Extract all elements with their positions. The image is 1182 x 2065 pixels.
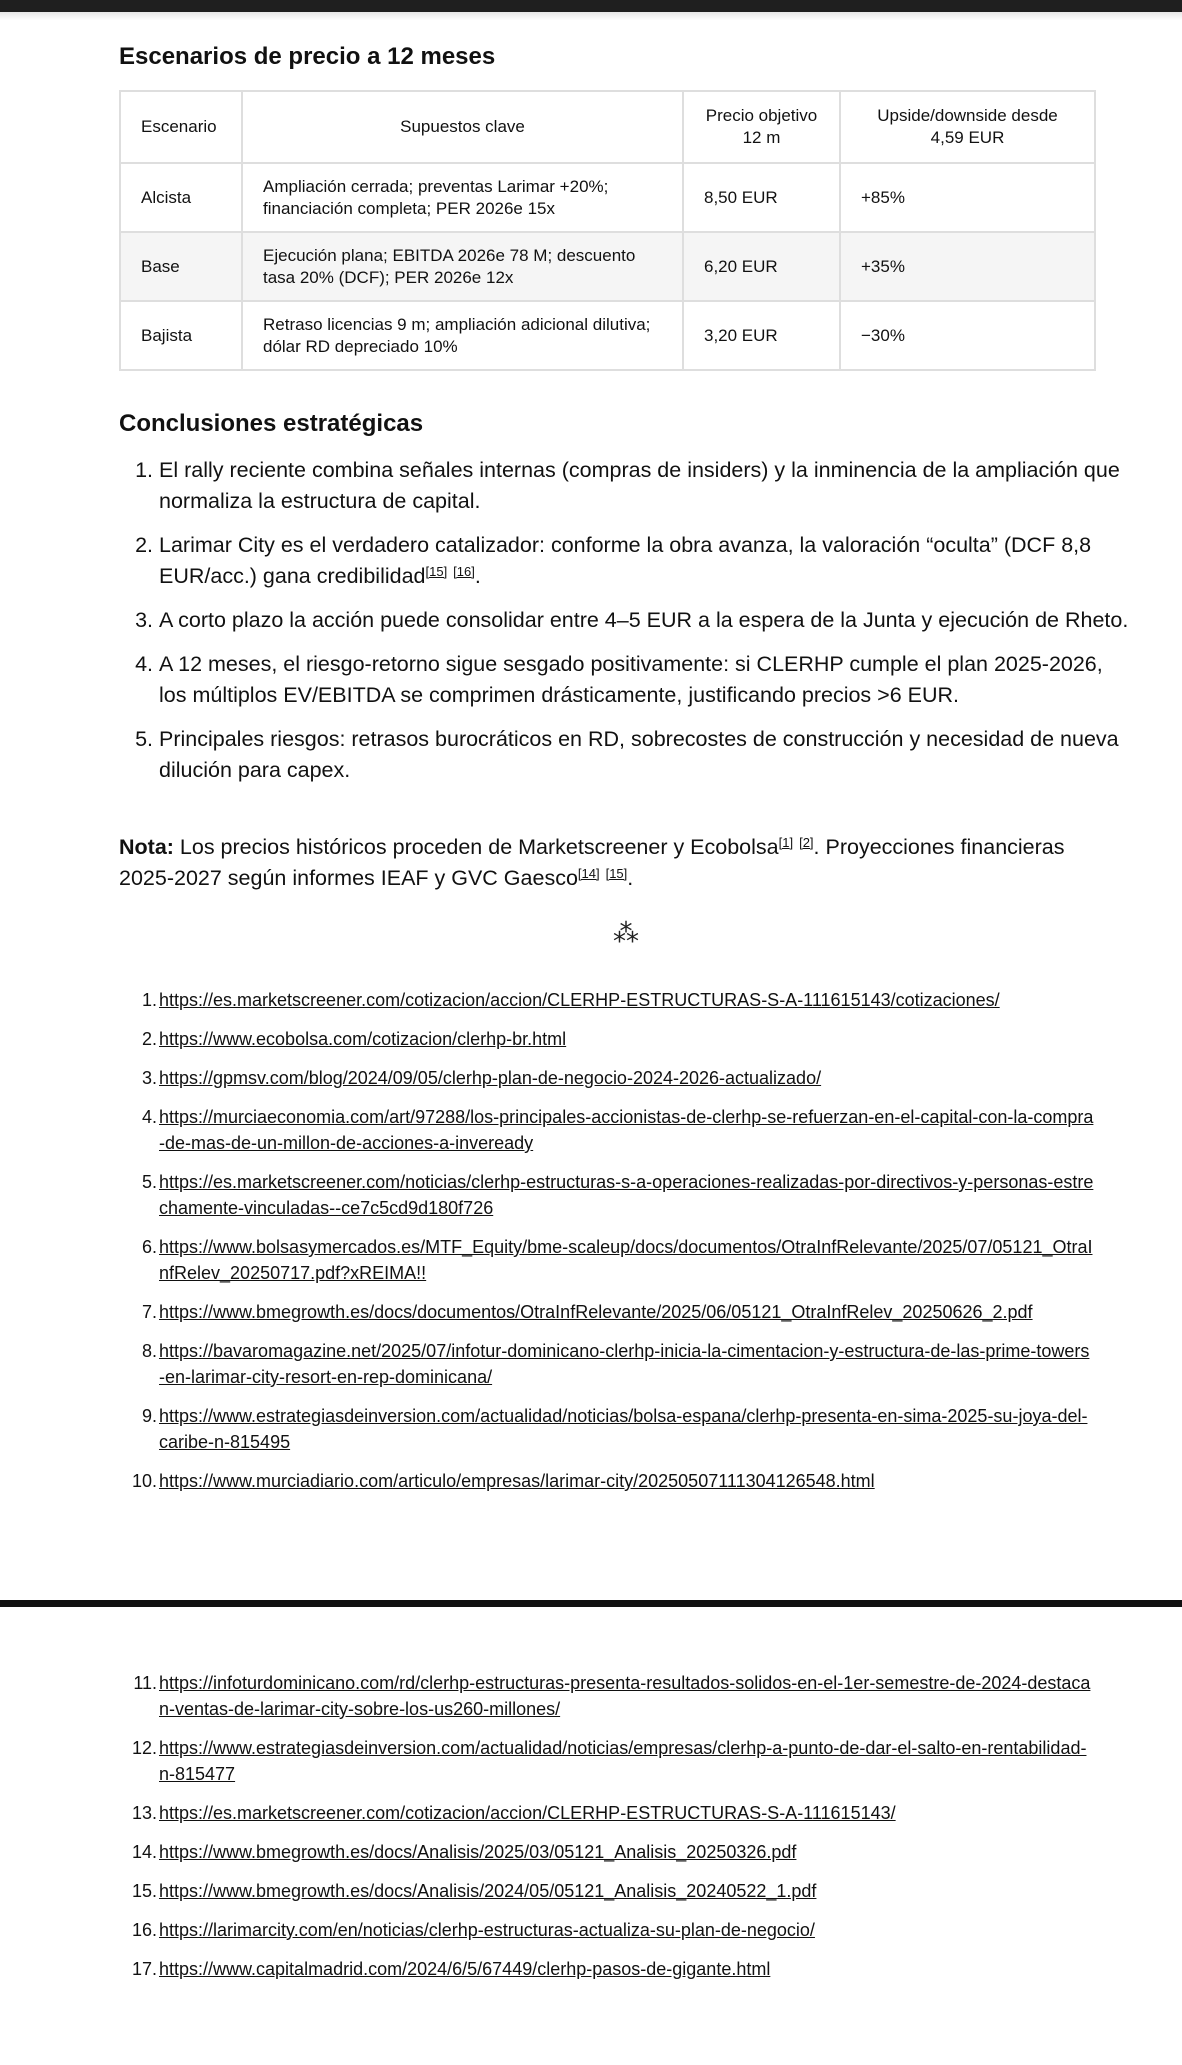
reference-link[interactable]: https://larimarcity.com/en/noticias/clerhp-estructuras-actualiza-su-plan-de-negocio/ bbox=[159, 1920, 815, 1940]
cell-supuestos: Retraso licencias 9 m; ampliación adicional dilutiva; dólar RD depreciado 10% bbox=[242, 301, 683, 370]
section-separator: ⁂ bbox=[613, 918, 639, 948]
cell-precio: 6,20 EUR bbox=[683, 232, 840, 301]
conclusion-text: Principales riesgos: retrasos burocráticos en RD, sobrecostes de construcción y necesidad de nueva dilución para capex. bbox=[159, 727, 1119, 782]
reference-item bbox=[119, 1026, 1094, 1052]
reference-number: 15. bbox=[131, 1881, 157, 1901]
cell-supuestos: Ampliación cerrada; preventas Larimar +20%; financiación completa; PER 2026e 15x bbox=[242, 163, 683, 232]
reference-number: 16. bbox=[131, 1920, 157, 1940]
reference-number: 4. bbox=[141, 1107, 157, 1127]
citation-link[interactable]: [1] bbox=[778, 835, 794, 850]
table-header-row bbox=[120, 91, 1095, 163]
scenarios-table bbox=[119, 90, 1096, 371]
conclusion-text: Larimar City es el verdadero catalizador: conforme la obra avanza, la valoración “oculta” (DCF 8,8 EUR/acc.) gana credibilidad bbox=[159, 533, 1092, 588]
reference-item bbox=[119, 1839, 1094, 1865]
reference-number: 1. bbox=[141, 990, 157, 1010]
reference-item bbox=[119, 987, 1094, 1013]
reference-item bbox=[119, 1735, 1094, 1787]
reference-link[interactable]: https://bavaromagazine.net/2025/07/infotur-dominicano-clerhp-inicia-la-cimentacion-y-estructura-de-las-prime-towers-en-larimar-city-resort-en-rep-dominicana/ bbox=[159, 1341, 1090, 1387]
reference-item bbox=[119, 1234, 1094, 1286]
conclusion-tail: . bbox=[474, 564, 481, 588]
reference-link[interactable]: https://es.marketscreener.com/noticias/clerhp-estructuras-s-a-operaciones-realizadas-por-directivos-y-personas-estrechamente-vinculadas--ce7c5cd9d180f726 bbox=[159, 1172, 1094, 1218]
cell-supuestos: Ejecución plana; EBITDA 2026e 78 M; descuento tasa 20% (DCF); PER 2026e 12x bbox=[242, 232, 683, 301]
table-row bbox=[120, 301, 1095, 370]
reference-item bbox=[119, 1299, 1094, 1325]
reference-number: 3. bbox=[141, 1068, 157, 1088]
reference-item bbox=[119, 1956, 1094, 1982]
reference-item bbox=[119, 1104, 1094, 1156]
reference-number: 5. bbox=[141, 1172, 157, 1192]
reference-link[interactable]: https://es.marketscreener.com/cotizacion/accion/CLERHP-ESTRUCTURAS-S-A-111615143/ bbox=[159, 1803, 896, 1823]
reference-item bbox=[119, 1403, 1094, 1455]
reference-item bbox=[119, 1878, 1094, 1904]
reference-link[interactable]: https://www.murciadiario.com/articulo/empresas/larimar-city/20250507111304126548.html bbox=[159, 1471, 875, 1491]
cell-upside: +35% bbox=[840, 232, 1095, 301]
references-list-continued bbox=[119, 1670, 1094, 1995]
conclusions-list bbox=[119, 455, 1134, 799]
reference-link[interactable]: https://infoturdominicano.com/rd/clerhp-estructuras-presenta-resultados-solidos-en-el-1er-semestre-de-2024-destacan-ventas-de-larimar-city-sobre-los-us260-millones/ bbox=[159, 1673, 1091, 1719]
top-bar bbox=[0, 0, 1182, 12]
reference-link[interactable]: https://www.bmegrowth.es/docs/Analisis/2025/03/05121_Analisis_20250326.pdf bbox=[159, 1842, 797, 1862]
reference-number: 10. bbox=[131, 1471, 157, 1491]
cell-escenario: Base bbox=[120, 232, 242, 301]
reference-number: 14. bbox=[131, 1842, 157, 1862]
conclusions-heading: Conclusiones estratégicas bbox=[119, 410, 424, 437]
citation-link[interactable]: [14] bbox=[577, 866, 600, 881]
header-escenario: Escenario bbox=[120, 91, 242, 163]
header-supuestos: Supuestos clave bbox=[242, 91, 683, 163]
table-row bbox=[120, 163, 1095, 232]
note-label: Nota: bbox=[119, 835, 174, 859]
reference-item bbox=[119, 1800, 1094, 1826]
note-text: . Proyecciones financieras 2025-2027 según informes IEAF y GVC Gaesco bbox=[119, 835, 1065, 890]
reference-item bbox=[119, 1670, 1094, 1722]
reference-item bbox=[119, 1338, 1094, 1390]
reference-link[interactable]: https://www.bmegrowth.es/docs/documentos/OtraInfRelevante/2025/06/05121_OtraInfRelev_20250626_2.pdf bbox=[159, 1302, 1033, 1322]
scenarios-heading: Escenarios de precio a 12 meses bbox=[119, 43, 496, 70]
cell-escenario: Bajista bbox=[120, 301, 242, 370]
list-item bbox=[159, 724, 1134, 786]
reference-number: 17. bbox=[131, 1959, 157, 1979]
reference-number: 9. bbox=[141, 1406, 157, 1426]
reference-link[interactable]: https://www.bmegrowth.es/docs/Analisis/2024/05/05121_Analisis_20240522_1.pdf bbox=[159, 1881, 817, 1901]
list-item bbox=[159, 530, 1134, 592]
header-upside: Upside/downside desde 4,59 EUR bbox=[840, 91, 1095, 163]
note-text: Los precios históricos proceden de Marketscreener y Ecobolsa bbox=[173, 835, 779, 859]
note-text: . bbox=[627, 866, 634, 890]
references-list bbox=[119, 987, 1094, 1507]
cell-upside: +85% bbox=[840, 163, 1095, 232]
reference-number: 6. bbox=[141, 1237, 157, 1257]
reference-item bbox=[119, 1065, 1094, 1091]
citation-link[interactable]: [2] bbox=[799, 835, 814, 850]
citation-link[interactable]: [15] bbox=[425, 564, 448, 579]
reference-item bbox=[119, 1917, 1094, 1943]
reference-link[interactable]: https://www.bolsasymercados.es/MTF_Equity/bme-scaleup/docs/documentos/OtraInfRelevante/2025/07/05121_OtraInfRelev_20250717.pdf?xREIMA!! bbox=[159, 1237, 1093, 1283]
conclusion-text: A corto plazo la acción puede consolidar entre 4–5 EUR a la espera de la Junta y ejecución de Rheto. bbox=[159, 608, 1129, 632]
conclusion-text: El rally reciente combina señales internas (compras de insiders) y la inminencia de la ampliación que normaliza la estructura de capital. bbox=[159, 458, 1120, 513]
reference-number: 2. bbox=[141, 1029, 157, 1049]
reference-link[interactable]: https://gpmsv.com/blog/2024/09/05/clerhp-plan-de-negocio-2024-2026-actualizado/ bbox=[159, 1068, 822, 1088]
reference-link[interactable]: https://es.marketscreener.com/cotizacion/accion/CLERHP-ESTRUCTURAS-S-A-111615143/cotizaciones/ bbox=[159, 990, 1000, 1010]
citation-link[interactable]: [15] bbox=[605, 866, 628, 881]
note-paragraph bbox=[119, 832, 1094, 894]
conclusion-text: A 12 meses, el riesgo-retorno sigue sesgado positivamente: si CLERHP cumple el plan 2025-2026, los múltiplos EV/EBITDA se comprimen drásticamente, justificando precios >6 EUR. bbox=[159, 652, 1103, 707]
cell-escenario: Alcista bbox=[120, 163, 242, 232]
list-item bbox=[159, 649, 1134, 711]
reference-link[interactable]: https://www.ecobolsa.com/cotizacion/clerhp-br.html bbox=[159, 1029, 567, 1049]
reference-link[interactable]: https://www.estrategiasdeinversion.com/actualidad/noticias/bolsa-espana/clerhp-presenta-en-sima-2025-su-joya-del-caribe-n-815495 bbox=[159, 1406, 1088, 1452]
reference-link[interactable]: https://www.estrategiasdeinversion.com/actualidad/noticias/empresas/clerhp-a-punto-de-dar-el-salto-en-rentabilidad-n-815477 bbox=[159, 1738, 1087, 1784]
page-break bbox=[0, 1600, 1182, 1607]
reference-link[interactable]: https://murciaeconomia.com/art/97288/los-principales-accionistas-de-clerhp-se-refuerzan-en-el-capital-con-la-compra-de-mas-de-un-millon-de-acciones-a-inveready bbox=[159, 1107, 1094, 1153]
reference-item bbox=[119, 1468, 1094, 1494]
citation-link[interactable]: [16] bbox=[453, 564, 475, 579]
reference-link[interactable]: https://www.capitalmadrid.com/2024/6/5/67449/clerhp-pasos-de-gigante.html bbox=[159, 1959, 771, 1979]
cell-precio: 3,20 EUR bbox=[683, 301, 840, 370]
reference-number: 7. bbox=[141, 1302, 157, 1322]
top-shadow bbox=[0, 12, 1182, 20]
cell-precio: 8,50 EUR bbox=[683, 163, 840, 232]
reference-number: 8. bbox=[141, 1341, 157, 1361]
reference-number: 12. bbox=[131, 1738, 157, 1758]
header-precio: Precio objetivo 12 m bbox=[683, 91, 840, 163]
table-row bbox=[120, 232, 1095, 301]
list-item bbox=[159, 455, 1134, 517]
cell-upside: −30% bbox=[840, 301, 1095, 370]
reference-number: 13. bbox=[131, 1803, 157, 1823]
list-item bbox=[159, 605, 1134, 636]
reference-number: 11. bbox=[133, 1673, 157, 1693]
reference-item bbox=[119, 1169, 1094, 1221]
